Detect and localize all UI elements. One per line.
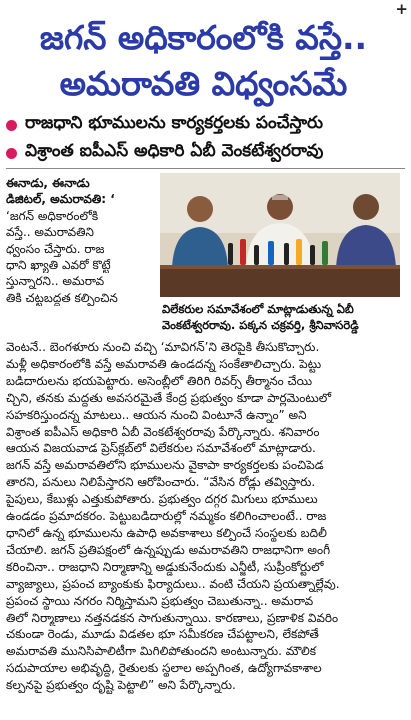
article-line: ధానిలో ఉన్న భూములను ఉపాధి అవకాశాలు కల్పించే సంస్థలకు బదిలీ: [6, 525, 327, 540]
bullet-icon: [6, 148, 17, 159]
article-line: తారని, పనులు నిలిపేస్తారని ఆరోపించారు. “వేసిన రోడ్లు తవ్విస్తారు.: [6, 475, 316, 490]
article-line: విశ్రాంత ఐపీఎస్ అధికారి ఏబీ వెంకటేశ్వరరావు పేర్కొన్నారు. శనివారం: [6, 424, 320, 439]
bullet-icon: [6, 120, 17, 131]
headline-line-2: అమరావతి విధ్వంసమే: [59, 64, 348, 103]
subheading-text: విశ్రాంత ఐపీఎస్ అధికారి ఏబీ వెంకటేశ్వరరావు: [25, 141, 324, 161]
dateline: డిజిటల్, అమరావతి: ‘: [6, 192, 115, 207]
article-line: వస్తే.. అమరావతిని: [6, 225, 94, 240]
article-line: వ్యాజ్యాలు, ప్రపంచ బ్యాంకుకు ఫిర్యాదులు.. వంటి చేయని ప్రయత్నాల్లేవు.: [6, 576, 340, 591]
divider: [6, 168, 405, 169]
article-line: చకుండా రెండు, మూడు విడతల భూ సమీకరణ చేపట్టాలని, లేకపోతే: [6, 627, 319, 642]
article-line: ఆయన విజయవాడ ప్రెస్‌క్లబ్‌లో విలేకరుల సమావేశంలో మాట్లాడారు.: [6, 441, 316, 456]
article-line: బడిదారులను భయపెట్టారు. అసెంబ్లీలో తిరిగి రివర్స్ తీర్మానం చేయి: [6, 373, 313, 388]
article-line: ‘జగన్ అధికారంలోకి: [6, 208, 99, 223]
press-conference-photo: [160, 173, 400, 297]
article-line: ధాని ఖ్యాతి ఎవరో కొట్టే: [6, 258, 111, 273]
article-line: తికి చట్టబద్ధత కల్పించిన: [6, 290, 118, 305]
article-line: సహకరిస్తుందన్న మాటలు.. ఆయన నుంచి వింటూనే ఉన్నాం” అని: [6, 407, 307, 422]
plus-icon[interactable]: +: [395, 0, 408, 18]
subheading-1: [6, 112, 405, 138]
article-line: కల్పనపై ప్రభుత్వం దృష్టి పెట్టాలి” అని పేర్కొన్నారు.: [6, 678, 236, 693]
article-line: చ్చిని, తనకు మద్దతు అవసరమైతే కేంద్ర ప్రభుత్వం కూడా పార్లమెంటులో: [6, 390, 332, 405]
article-line: చేయాలి. జగన్ ప్రతిపక్షంలో ఉన్నప్పుడు అమరావతిని రాజధానిగా అంగీ: [6, 542, 331, 557]
news-photo-block: [160, 173, 400, 335]
article-line: ప్రపంచ స్థాయి నగరం నిర్మిస్తామని ప్రభుత్వం చెబుతున్నా.. అమరావ: [6, 593, 314, 608]
left-column: [6, 175, 156, 306]
article-body: [6, 339, 405, 694]
article-line: వెంటనే.. బెంగళూరు నుంచి వచ్చి ‘మావిగన్’ని తెరపైకి తీసుకొచ్చారు.: [6, 340, 320, 354]
dateline: ఈనాడు, ఈనాడు: [6, 176, 90, 190]
article-line: పైపులు, కేబుళ్లు ఎత్తుకుపోతారు. ప్రభుత్వం దగ్గర మిగులు భూములు: [6, 492, 318, 507]
article-line: సదుపాయాల అభివృద్ధి, రైతులకు స్థలాల అప్పగింత, ఉద్యోగావకాశాల: [6, 661, 322, 676]
caption-line: వెంకటేశ్వరరావు. పక్కన చక్రవర్తి, శ్రీనివాసరెడ్డి: [162, 318, 359, 332]
photo-caption: [162, 301, 398, 333]
headline-line-1: జగన్ అధికారంలోకి వస్తే..: [39, 18, 368, 57]
article-line: ఉండడం ప్రమాదకరం. పెట్టుబడిదారుల్లో నమ్మకం కలిగించాలంటే.. రాజ: [6, 509, 327, 524]
article-line: కరించినా.. రాజధాని నిర్మాణాన్ని అడ్డుకునేందుకు ఎన్జీటీ, సుప్రీంకోర్టులో: [6, 559, 324, 574]
article-line: అమరావతి మునిసిపాలిటీగా మిగిలిపోతుందని అంటున్నారు. మౌలిక: [6, 644, 317, 659]
caption-line: విలేకరుల సమావేశంలో మాట్లాడుతున్న ఏబీ: [162, 302, 354, 316]
press-conference-illustration: [160, 173, 400, 297]
subheading-text: రాజధాని భూములను కార్యకర్తలకు పంచేస్తారు: [25, 113, 323, 133]
article-line: తిలో నిర్మాణాలు నత్తనడకన సాగుతున్నాయి. కారణాలు, ప్రణాళిక వివరిం: [6, 610, 339, 625]
article-line: జగన్ వస్తే అమరావతిలోని భూములను వైకాపా కార్యకర్తలకు పంచిపెడ: [6, 458, 324, 473]
article-line: ధ్వంసం చేస్తారు. రాజ: [6, 241, 105, 256]
subheading-2: [6, 140, 405, 166]
article-line: స్తున్నారని.. అమరావ: [6, 274, 105, 289]
article-line: మళ్లీ అధికారంలోకి వస్తే అమరావతి ఉండదన్న సంకేతాలిచ్చారు. పెట్టు: [6, 356, 322, 371]
